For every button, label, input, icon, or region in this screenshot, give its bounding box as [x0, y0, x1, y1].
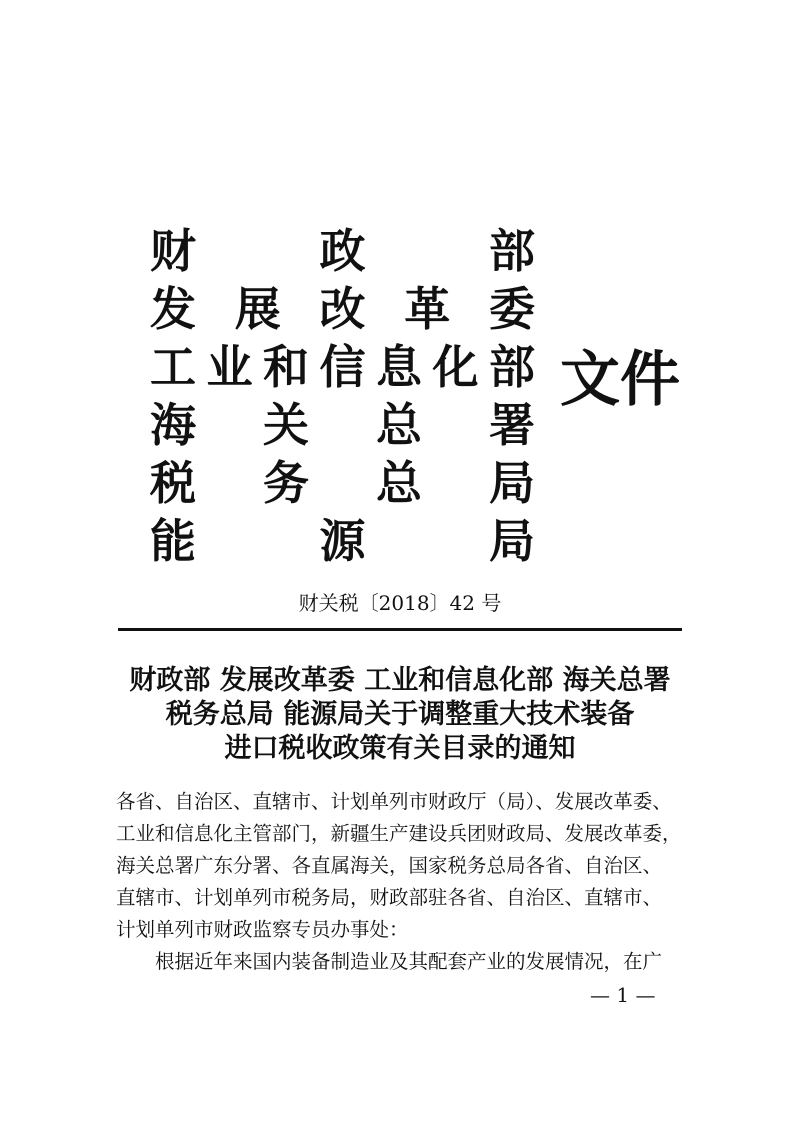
header-divider — [118, 628, 682, 631]
page-number: — 1 — — [590, 983, 656, 1007]
recipients-line: 工业和信息化主管部门，新疆生产建设兵团财政局、发展改革委， — [116, 822, 682, 845]
title-line: 财政部 发展改革委 工业和信息化部 海关总署 — [129, 665, 671, 696]
document-number: 财关税〔2018〕42 号 — [298, 591, 502, 615]
recipients-line: 海关总署广东分署、各直属海关，国家税务总局各省、自治区、 — [116, 854, 663, 877]
agency-ndrc: 发 展 改 革 委 — [150, 282, 535, 336]
agency-miit: 工 业 和 信 息 化 部 — [150, 340, 535, 394]
agency-energy: 能 源 局 — [150, 514, 535, 568]
agency-ministry-of-finance: 财 政 部 — [150, 224, 535, 278]
recipients-line: 计划单列市财政监察专员办事处： — [116, 918, 409, 941]
document-label: 文件 — [560, 345, 680, 415]
body-paragraph: 根据近年来国内装备制造业及其配套产业的发展情况，在广 — [155, 950, 663, 973]
recipients — [116, 786, 686, 946]
title-line: 进口税收政策有关目录的通知 — [224, 733, 576, 764]
recipients-line: 各省、自治区、直辖市、计划单列市财政厅（局）、发展改革委、 — [116, 790, 672, 813]
title-line: 税务总局 能源局关于调整重大技术装备 — [165, 699, 635, 730]
notice-title — [100, 664, 700, 766]
agency-customs: 海 关 总 署 — [150, 398, 535, 452]
issuing-agencies — [150, 222, 535, 570]
recipients-line: 直辖市、计划单列市税务局，财政部驻各省、自治区、直辖市、 — [116, 886, 663, 909]
agency-taxation: 税 务 总 局 — [150, 456, 535, 510]
